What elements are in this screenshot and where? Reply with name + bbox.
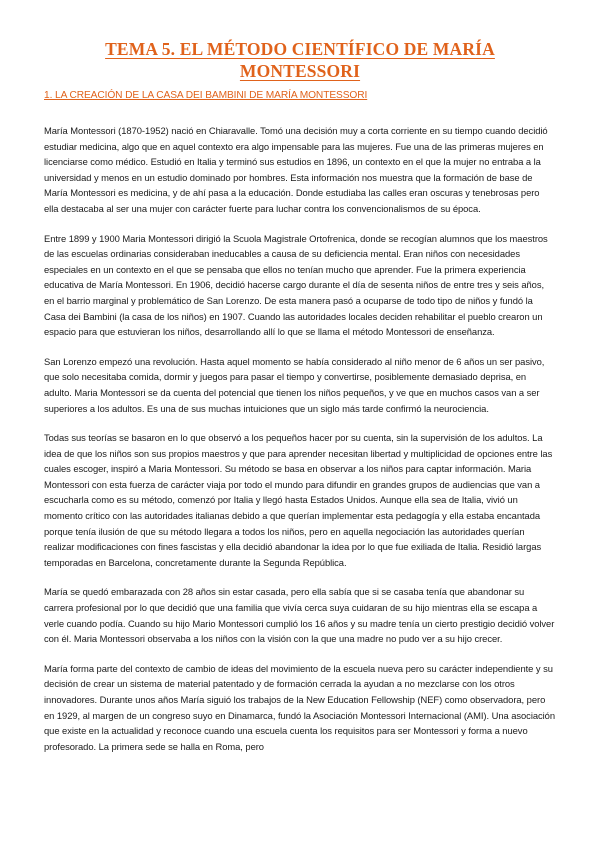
paragraph-4: Todas sus teorías se basaron en lo que observó a los pequeños hacer por su cuenta, sin la supervisión de los adultos. La idea de que los niños son sus propios maestros y que para aprender necesitan libertad y multiplicidad de opciones entre las cuales escoger, inspiró a Maria Montessori. Su método se basa en observar a los niños para captar información. Maria Montessori con esta fuerza de carácter viaja por todo el mundo para difundir en grandes grupos de audiencias que van a escucharla como es su método, comenzó por Italia y llegó hasta Estados Unidos. Aunque ella sea de Italia, vivió un momento crítico con las autoridades italianas debido a que querían implementar esta pedagogía y ella estaba encantada porque tenía ilusión de que su método llegara a todos los niños, pero en aquella negociación las autoridades querían realizar modificaciones con fines fascistas y ella decidió abandonar la idea por lo que fue exiliada de Italia. Residió largas temporadas en Barcelona, concretamente durante la Segunda República. — [44, 432, 553, 568]
paragraph-3: San Lorenzo empezó una revolución. Hasta aquel momento se había considerado al niño menor de 6 años un ser pasivo, que solo necesitaba comida, dormir y juegos para pasar el tiempo y convertirse, posiblemente demasiado deprisa, en adulto. Maria Montessori se da cuenta del potencial que tienen los niños pequeños, y ve que en muchos casos van a ser superiores a los adultos. Es una de sus muchas intuiciones que un siglo más tarde confirmó la neurociencia. — [44, 355, 545, 414]
document-title: TEMA 5. EL MÉTODO CIENTÍFICO DE MARÍA MONTESSORI — [105, 39, 495, 81]
paragraph-2: Entre 1899 y 1900 Maria Montessori dirigió la Scuola Magistrale Ortofrenica, donde se recogían alumnos que los maestros de las escuelas ordinarias consideraban ineducables a causa de su deficiencia mental. Eran niños con necesidades especiales en un contexto en el que se pensaba que ellos no tenían mucho que aprender. Fue la primera experiencia educativa de María Montessori. En 1906, decidió hacerse cargo durante el día de sesenta niños de entre tres y seis años, en el barrio marginal y problemático de San Lorenzo. De esta manera pasó a ocuparse de todo tipo de niños y fundó la Casa dei Bambini (la casa de los niños) en 1907. Cuando las autoridades locales deciden rehabilitar el pueblo crearon un espacio para que estuvieran los niños, desarrollando allí lo que se llama el método Montessori de enseñanza. — [44, 232, 548, 338]
section-heading: 1. LA CREACIÓN DE LA CASA DEI BAMBINI DE MARÍA MONTESSORI — [44, 90, 368, 101]
paragraph-6: María forma parte del contexto de cambio de ideas del movimiento de la escuela nueva pero su carácter independiente y su decisión de crear un sistema de material patentado y de formación cerrada la ayudan a no mezclarse con los otros innovadores. Durante unos años María siguió los trabajos de la New Education Fellowship (NEF) como observadora, pero en 1929, al margen de un congreso suyo en Dinamarca, fundó la Asociación Montessori Internacional (AMI). Una asociación que existe en la actualidad y reconoce cuando una escuela cuenta los requisitos para ser Montessori y forma a nuevo profesorado. La primera sede se halla en Roma, pero — [44, 662, 556, 752]
paragraph-1: María Montessori (1870-1952) nació en Chiaravalle. Tomó una decisión muy a corta corriente en su tiempo cuando decidió estudiar medicina, algo que en aquel contexto era algo impensable para las mujeres. Fue una de las primeras mujeres en licenciarse como médico. Estudió en Italia y terminó sus estudios en 1896, un contexto en el que la mujer no entraba a la universidad y menos en un estudio dominado por hombres. Esta información nos muestra que la formación de base de María Montessori es medicina, y de ahí pasa a la educación. Donde estudiaba las calles eran oscuras y tenebrosas pero ella destacaba al ser una mujer con carácter fuerte para luchar contra los convencionalismos de su época. — [44, 125, 548, 214]
paragraph-5: María se quedó embarazada con 28 años sin estar casada, pero ella sabía que si se casaba tenía que abandonar su carrera profesional por lo que decidió que una familia que vivía cerca suya cuidaran de su hijo mientras ella se escapa a verle cuando podía. Cuando su hijo Mario Montessori cumplió los 16 años y su madre tenía un cierto prestigio decidió volver con él. Maria Montessori observaba a los niños con la visión con la que una madre no pudo ver a su hijo crecer. — [44, 586, 555, 645]
